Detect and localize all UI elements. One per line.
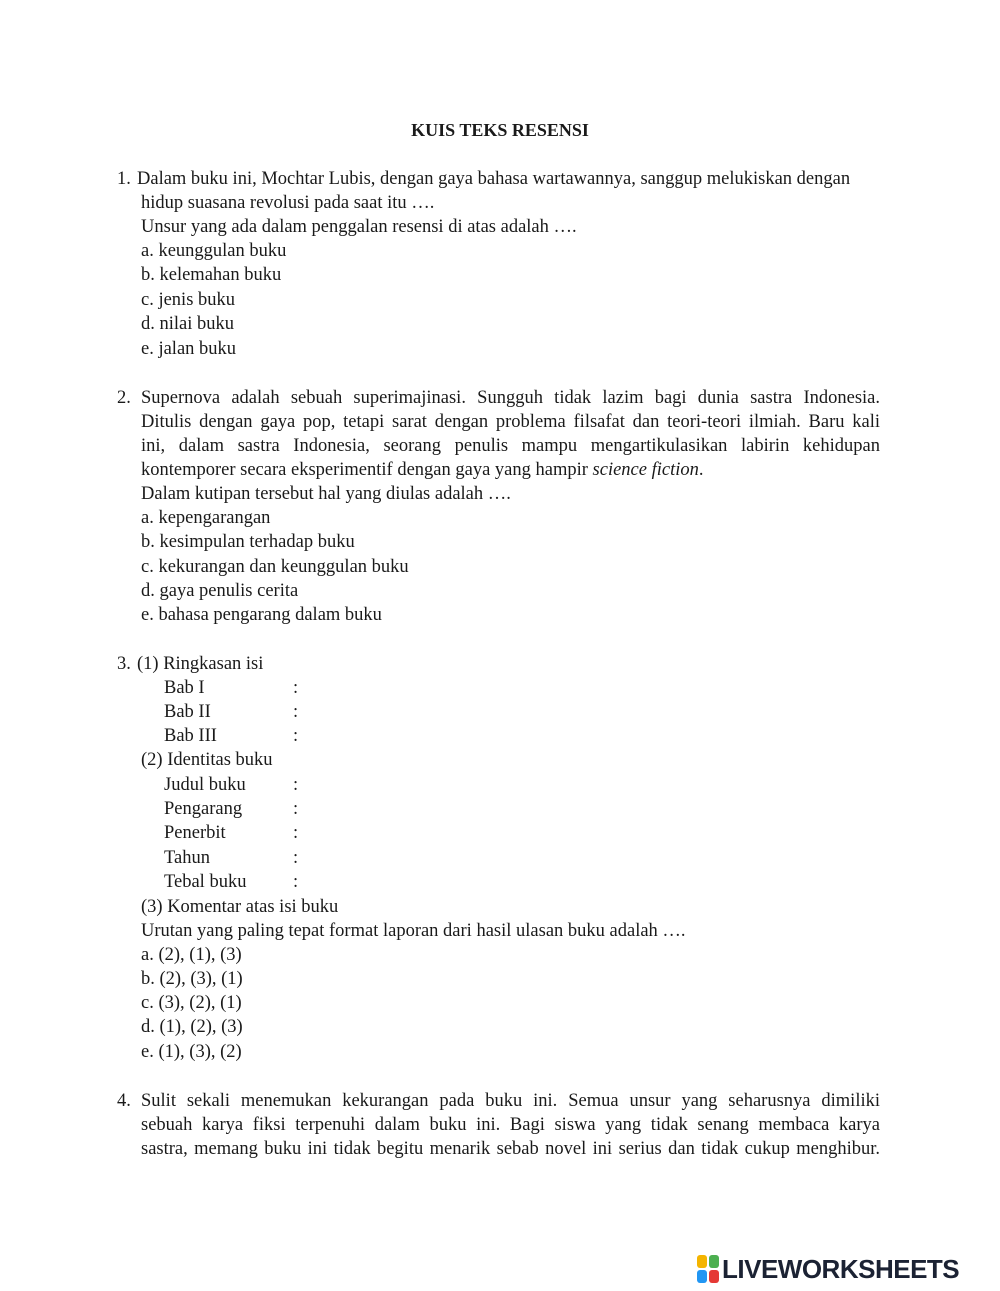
answer-option[interactable]: e. bahasa pengarang dalam buku	[141, 605, 382, 625]
question-text-line: Supernova adalah sebuah superimajinasi. Sungguh tidak lazim bagi dunia sastra Indonesia.	[141, 388, 880, 408]
field-label: Penerbit	[164, 823, 226, 843]
question-prompt: Unsur yang ada dalam penggalan resensi di atas adalah ….	[141, 217, 577, 237]
question-text-line: Dalam buku ini, Mochtar Lubis, dengan gaya bahasa wartawannya, sanggup melukiskan dengan	[137, 169, 851, 189]
field-colon: :	[293, 872, 299, 892]
field-label: Bab I	[164, 678, 205, 698]
field-colon: :	[293, 726, 299, 746]
answer-option[interactable]: a. (2), (1), (3)	[141, 945, 242, 965]
liveworksheets-logo	[697, 1252, 959, 1286]
question-text-line: Ditulis dengan gaya pop, tetapi sarat dengan problema filsafat dan teori-teori ilmiah. Baru kali	[141, 412, 880, 432]
question-number: 1.	[117, 169, 131, 189]
answer-option[interactable]: a. kepengarangan	[141, 508, 271, 528]
question-prompt: Dalam kutipan tersebut hal yang diulas adalah ….	[141, 484, 511, 504]
section-heading: (3) Komentar atas isi buku	[141, 897, 339, 917]
question-text-line: sebuah karya fiksi terpenuhi dalam buku ini. Bagi siswa yang tidak senang membaca karya	[141, 1115, 880, 1135]
answer-option[interactable]: c. jenis buku	[141, 290, 236, 310]
question-text-fragment: .	[698, 460, 704, 480]
field-colon: :	[293, 823, 299, 843]
field-label: Judul buku	[164, 775, 246, 795]
question-number: 3.	[117, 654, 131, 674]
answer-option[interactable]: d. nilai buku	[141, 314, 235, 334]
section-heading: (1) Ringkasan isi	[137, 654, 264, 674]
answer-option[interactable]: d. (1), (2), (3)	[141, 1017, 243, 1037]
logo-block	[697, 1270, 707, 1283]
answer-option[interactable]: b. kelemahan buku	[141, 265, 282, 285]
question-text-line: Sulit sekali menemukan kekurangan pada buku ini. Semua unsur yang seharusnya dimiliki	[141, 1091, 880, 1111]
answer-option[interactable]: d. gaya penulis cerita	[141, 581, 299, 601]
question-number: 4.	[117, 1091, 131, 1111]
question-number: 2.	[117, 388, 131, 408]
logo-block	[709, 1270, 719, 1283]
field-label: Tebal buku	[164, 872, 247, 892]
answer-option[interactable]: e. jalan buku	[141, 339, 237, 359]
logo-block	[709, 1255, 719, 1268]
italic-phrase: science fiction	[592, 460, 699, 480]
answer-option[interactable]: b. (2), (3), (1)	[141, 969, 243, 989]
answer-option[interactable]: c. kekurangan dan keunggulan buku	[141, 557, 409, 577]
field-colon: :	[293, 799, 299, 819]
field-label: Tahun	[164, 848, 210, 868]
question-text-line: hidup suasana revolusi pada saat itu ….	[141, 193, 435, 213]
answer-option[interactable]: e. (1), (3), (2)	[141, 1042, 242, 1062]
question-prompt: Urutan yang paling tepat format laporan dari hasil ulasan buku adalah ….	[141, 921, 686, 941]
field-colon: :	[293, 848, 299, 868]
question-text-fragment: kontemporer secara eksperimentif dengan gaya yang hampir	[141, 460, 593, 480]
field-colon: :	[293, 702, 299, 722]
section-heading: (2) Identitas buku	[141, 750, 273, 770]
question-text-line: ini, dalam sastra Indonesia, seorang penulis mampu mengartikulasikan labirin kehidupan	[141, 436, 880, 456]
field-label: Pengarang	[164, 799, 243, 819]
answer-option[interactable]: b. kesimpulan terhadap buku	[141, 532, 355, 552]
field-colon: :	[293, 775, 299, 795]
liveworksheets-logo-text: LIVEWORKSHEETS	[722, 1253, 960, 1284]
liveworksheets-logo-icon	[697, 1255, 719, 1283]
question-text-line: sastra, memang buku ini tidak begitu menarik sebab novel ini serius dan tidak cukup menghibur.	[141, 1139, 880, 1159]
question-text-line	[141, 458, 704, 482]
answer-option[interactable]: c. (3), (2), (1)	[141, 993, 242, 1013]
answer-option[interactable]: a. keunggulan buku	[141, 241, 287, 261]
field-colon: :	[293, 678, 299, 698]
field-label: Bab III	[164, 726, 217, 746]
logo-block	[697, 1255, 707, 1268]
field-label: Bab II	[164, 702, 211, 722]
page-title: KUIS TEKS RESENSI	[411, 120, 589, 140]
